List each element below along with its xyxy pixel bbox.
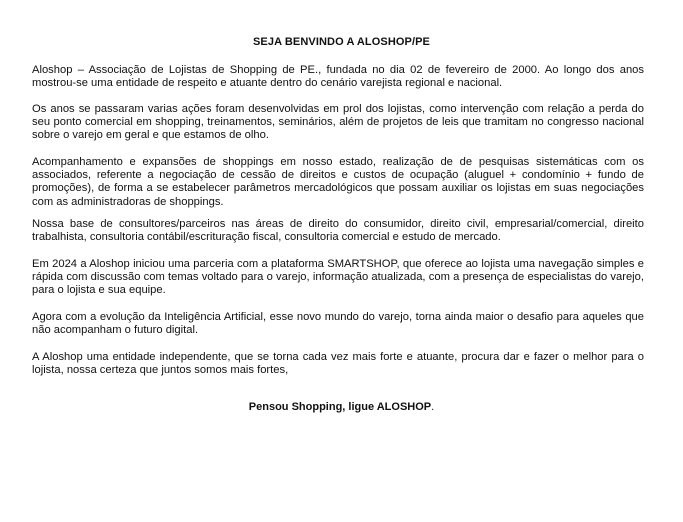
paragraph-actions: Os anos se passaram varias ações foram desenvolvidas em prol dos lojistas, como intervenção com relação a perda do seu ponto comercial em shopping, treinamentos, seminários, além de projetos de leis que tramitam no congresso nacional sobre o varejo em geral e que estamos de olho. [32,103,644,142]
paragraph-founding: Aloshop – Associação de Lojistas de Shopping de PE., fundada no dia 02 de fevereiro de 2000. Ao longo dos anos mostrou-se uma entidade de respeito e atuante dentro do cenário varejista regional e nacional. [32,64,644,90]
paragraph-consultants: Nossa base de consultores/parceiros nas áreas de direito do consumidor, direito civil, empresarial/comercial, direito trabalhista, consultoria contábil/escrituração fiscal, consultoria comercial e estudo de mercado. [32,218,644,244]
paragraph-smartshop: Em 2024 a Aloshop iniciou uma parceria com a plataforma SMARTSHOP, que oferece ao lojista uma navegação simples e rápida com discussão com temas voltado para o varejo, informação atualizada, com a presença de especialistas do varejo, para o lojista e sua equipe. [32,258,644,297]
closing-period: . [431,401,435,413]
paragraph-independent: A Aloshop uma entidade independente, que se torna cada vez mais forte e atuante, procura dar e fazer o melhor para o lojista, nossa certeza que juntos somos mais fortes, [32,351,644,377]
paragraph-ai: Agora com a evolução da Inteligência Artificial, esse novo mundo do varejo, torna ainda maior o desafio para aqueles que não acompanham o futuro digital. [32,311,644,337]
closing-slogan: Pensou Shopping, ligue ALOSHOP [248,401,432,413]
paragraph-expansion: Acompanhamento e expansões de shoppings em nosso estado, realização de de pesquisas sistemáticas com os associados, referente a negociação de cessão de direitos e custos de ocupação (aluguel + condomínio + fundo de promoções), de forma a se estabelecer parâmetros mercadológicos que possam auxiliar os lojistas em suas negociações com as administradoras de shoppings. [32,156,644,208]
page-title: SEJA BENVINDO A ALOSHOP/PE [253,36,430,48]
closing-line [0,401,683,413]
